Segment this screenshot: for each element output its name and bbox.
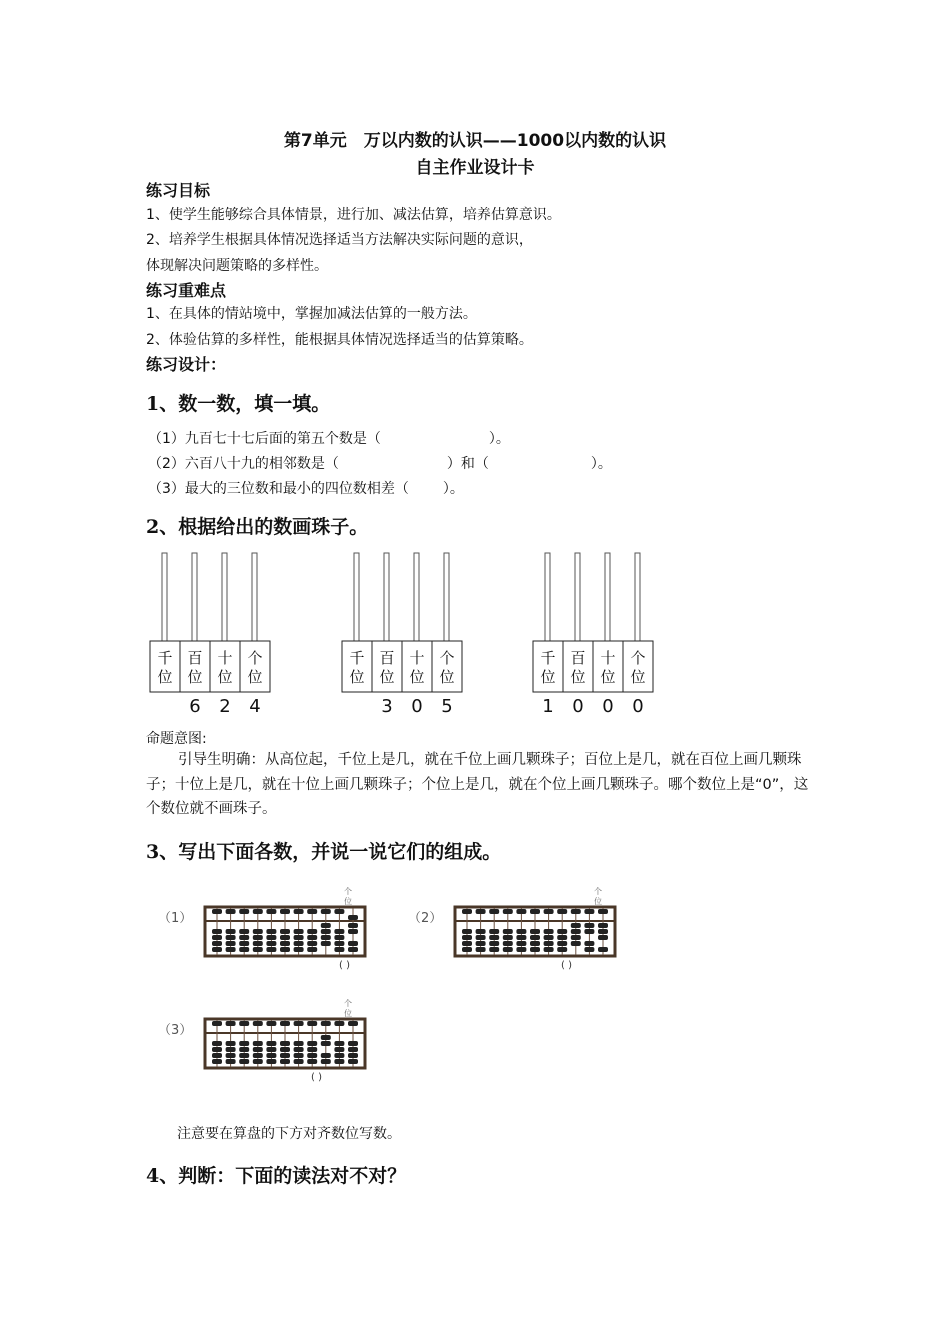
number-digit: 5 <box>441 696 453 717</box>
page-subtitle: 自主作业设计卡 <box>415 158 535 178</box>
abacus-bead <box>334 1059 344 1064</box>
abacus-bead <box>598 929 608 934</box>
abacus-bead <box>226 935 236 940</box>
place-label-thousands: 千 <box>540 649 556 667</box>
abacus-bead <box>307 909 317 914</box>
abacus-3 <box>203 997 373 1087</box>
abacus-bead <box>226 941 236 946</box>
intent-text: 引导生明确：从高位起，千位上是几，就在千位上画几颗珠子；百位上是几，就在百位上画几颗珠子；十位上是几，就在十位上画几颗珠子；个位上是几，就在个位上画几颗珠子。哪个数位上是“0”，这个数位就不画珠子。 <box>146 752 809 817</box>
rod-thousands <box>354 553 359 643</box>
ones-label: 个 <box>594 887 602 896</box>
svg-text:位: 位 <box>344 897 352 906</box>
abacus-bead <box>266 941 276 946</box>
abacus-bead <box>334 935 344 940</box>
abacus-bead <box>516 947 526 952</box>
abacus-bead <box>280 1053 290 1058</box>
abacus-bead <box>348 1059 358 1064</box>
abacus-bead <box>334 909 344 914</box>
goal-item-3: 体现解决问题策略的多样性。 <box>146 258 328 274</box>
abacus-bead <box>212 947 222 952</box>
answer-blank: ( ) <box>561 960 572 971</box>
svg-text:位: 位 <box>379 668 395 686</box>
rod-hundreds <box>192 553 197 643</box>
place-label-hundreds: 百 <box>379 649 395 667</box>
abacus-bead <box>489 935 499 940</box>
abacus-bead <box>253 1041 263 1046</box>
rod-hundreds <box>575 553 580 643</box>
abacus-bead <box>334 1053 344 1058</box>
abacus-bead <box>280 909 290 914</box>
abacus-bead <box>489 941 499 946</box>
abacus-1 <box>203 885 373 975</box>
abacus-bead <box>476 935 486 940</box>
abacus-bead <box>307 1047 317 1052</box>
q3-note: 注意要在算盘的下方对齐数位写数。 <box>177 1126 401 1142</box>
q4-title: 4、判断：下面的读法对不对？ <box>146 1165 407 1187</box>
abacus-bead <box>321 1053 331 1058</box>
abacus-bead <box>530 929 540 934</box>
abacus-bead <box>266 909 276 914</box>
abacus-bead <box>598 947 608 952</box>
abacus-bead <box>489 929 499 934</box>
abacus-bead <box>307 941 317 946</box>
number-digit: 6 <box>189 696 201 717</box>
abacus-bead <box>294 947 304 952</box>
svg-text:位: 位 <box>540 668 556 686</box>
abacus-bead <box>321 929 331 934</box>
abacus-bead <box>280 929 290 934</box>
abacus-bead <box>489 947 499 952</box>
svg-text:位: 位 <box>409 668 425 686</box>
rod-hundreds <box>384 553 389 643</box>
ones-label: 个 <box>344 887 352 896</box>
abacus-bead <box>348 1041 358 1046</box>
number-digit: 0 <box>632 696 644 717</box>
q1-item-2: （2）六百八十九的相邻数是（ ）和（ ）。 <box>148 456 612 472</box>
abacus-bead <box>239 909 249 914</box>
abacus-bead <box>348 1053 358 1058</box>
abacus-bead <box>348 923 358 928</box>
abacus-bead <box>348 947 358 952</box>
number-digit: 2 <box>219 696 231 717</box>
abacus-bead <box>307 1059 317 1064</box>
svg-text:位: 位 <box>344 1009 352 1018</box>
abacus-bead <box>321 941 331 946</box>
abacus-bead <box>462 947 472 952</box>
abacus-bead <box>253 941 263 946</box>
rod-tens <box>605 553 610 643</box>
abacus-bead <box>321 1035 331 1040</box>
place-label-ones: 个 <box>630 649 646 667</box>
abacus-bead <box>294 1021 304 1026</box>
abacus-bead <box>280 1059 290 1064</box>
abacus-bead <box>239 1059 249 1064</box>
abacus-bead <box>516 941 526 946</box>
abacus-bead <box>530 909 540 914</box>
abacus-bead <box>239 1041 249 1046</box>
counter-diagram-3 <box>531 550 655 720</box>
abacus-bead <box>334 947 344 952</box>
abacus-bead <box>489 909 499 914</box>
abacus-bead <box>530 947 540 952</box>
abacus-bead <box>294 935 304 940</box>
abacus-bead <box>571 935 581 940</box>
number-digit: 0 <box>602 696 614 717</box>
abacus-bead <box>266 947 276 952</box>
rod-ones <box>444 553 449 643</box>
page-title: 第7单元 万以内数的认识——1000以内数的认识 <box>283 131 667 151</box>
abacus-bead <box>253 1059 263 1064</box>
abacus-bead <box>226 1059 236 1064</box>
place-label-hundreds: 百 <box>570 649 586 667</box>
abacus-bead <box>280 1021 290 1026</box>
abacus-bead <box>239 947 249 952</box>
abacus-bead <box>348 929 358 934</box>
abacus-bead <box>226 909 236 914</box>
abacus-bead <box>348 941 358 946</box>
abacus-bead <box>294 1059 304 1064</box>
q1-title: 1、数一数，填一填。 <box>146 393 331 415</box>
abacus-bead <box>321 1059 331 1064</box>
abacus-bead <box>266 1059 276 1064</box>
abacus-bead <box>321 1021 331 1026</box>
abacus-bead <box>307 1021 317 1026</box>
abacus-bead <box>557 909 567 914</box>
rod-thousands <box>545 553 550 643</box>
abacus-label-1: （1） <box>158 911 193 926</box>
abacus-bead <box>584 947 594 952</box>
abacus-bead <box>239 1021 249 1026</box>
abacus-bead <box>503 929 513 934</box>
abacus-bead <box>557 935 567 940</box>
abacus-bead <box>544 929 554 934</box>
abacus-bead <box>476 929 486 934</box>
abacus-bead <box>253 929 263 934</box>
abacus-bead <box>212 1041 222 1046</box>
number-digit: 3 <box>381 696 393 717</box>
abacus-bead <box>266 1041 276 1046</box>
svg-text:位: 位 <box>439 668 455 686</box>
abacus-bead <box>571 923 581 928</box>
abacus-bead <box>294 1047 304 1052</box>
key-point-2: 2、体验估算的多样性，能根据具体情况选择适当的估算策略。 <box>146 332 533 348</box>
intent-label: 命题意图: <box>146 731 207 747</box>
abacus-bead <box>334 1047 344 1052</box>
abacus-bead <box>239 935 249 940</box>
abacus-bead <box>503 935 513 940</box>
svg-text:位: 位 <box>594 897 602 906</box>
abacus-bead <box>516 909 526 914</box>
abacus-bead <box>239 1047 249 1052</box>
key-point-1: 1、在具体的情站境中，掌握加减法估算的一般方法。 <box>146 306 477 322</box>
number-digit: 4 <box>249 696 261 717</box>
abacus-label-3: （3） <box>158 1023 193 1038</box>
abacus-bead <box>239 941 249 946</box>
abacus-bead <box>239 929 249 934</box>
abacus-bead <box>212 1021 222 1026</box>
abacus-bead <box>516 935 526 940</box>
abacus-bead <box>544 935 554 940</box>
abacus-bead <box>212 935 222 940</box>
abacus-bead <box>321 935 331 940</box>
abacus-bead <box>476 941 486 946</box>
rod-tens <box>222 553 227 643</box>
abacus-2 <box>453 885 623 975</box>
abacus-bead <box>516 929 526 934</box>
q3-title: 3、写出下面各数，并说一说它们的组成。 <box>146 841 502 863</box>
abacus-bead <box>530 941 540 946</box>
abacus-bead <box>226 929 236 934</box>
number-digit: 0 <box>411 696 423 717</box>
abacus-bead <box>571 909 581 914</box>
abacus-bead <box>348 1047 358 1052</box>
abacus-bead <box>321 923 331 928</box>
abacus-bead <box>307 929 317 934</box>
svg-text:位: 位 <box>570 668 586 686</box>
svg-text:位: 位 <box>630 668 646 686</box>
abacus-bead <box>476 947 486 952</box>
place-label-tens: 十 <box>600 649 616 667</box>
number-digit: 0 <box>572 696 584 717</box>
abacus-bead <box>598 909 608 914</box>
svg-text:位: 位 <box>157 668 173 686</box>
abacus-bead <box>462 935 472 940</box>
abacus-bead <box>584 941 594 946</box>
answer-blank: ( ) <box>339 960 350 971</box>
rod-thousands <box>162 553 167 643</box>
abacus-bead <box>503 909 513 914</box>
abacus-bead <box>226 1041 236 1046</box>
place-label-ones: 个 <box>439 649 455 667</box>
abacus-bead <box>584 923 594 928</box>
abacus-bead <box>253 1053 263 1058</box>
abacus-bead <box>266 1047 276 1052</box>
abacus-bead <box>212 1047 222 1052</box>
place-label-thousands: 千 <box>157 649 173 667</box>
goal-item-1: 1、使学生能够综合具体情景，进行加、减法估算，培养估算意识。 <box>146 207 561 223</box>
abacus-bead <box>253 935 263 940</box>
abacus-bead <box>348 1021 358 1026</box>
rod-tens <box>414 553 419 643</box>
abacus-bead <box>584 929 594 934</box>
abacus-bead <box>307 947 317 952</box>
abacus-bead <box>253 909 263 914</box>
abacus-bead <box>253 947 263 952</box>
abacus-bead <box>266 1021 276 1026</box>
abacus-bead <box>557 947 567 952</box>
rod-ones <box>635 553 640 643</box>
abacus-bead <box>544 941 554 946</box>
abacus-bead <box>571 941 581 946</box>
abacus-bead <box>321 909 331 914</box>
q2-title: 2、根据给出的数画珠子。 <box>146 516 369 538</box>
abacus-bead <box>598 935 608 940</box>
ones-label: 个 <box>344 999 352 1008</box>
abacus-bead <box>212 1053 222 1058</box>
abacus-bead <box>348 915 358 920</box>
abacus-bead <box>212 909 222 914</box>
abacus-bead <box>294 1041 304 1046</box>
abacus-bead <box>266 1053 276 1058</box>
place-label-tens: 十 <box>409 649 425 667</box>
counter-diagram-2 <box>340 550 464 720</box>
abacus-bead <box>503 947 513 952</box>
place-label-hundreds: 百 <box>187 649 203 667</box>
abacus-bead <box>280 941 290 946</box>
goal-item-2: 2、培养学生根据具体情况选择适当方法解决实际问题的意识， <box>146 232 533 248</box>
abacus-bead <box>280 935 290 940</box>
abacus-bead <box>294 909 304 914</box>
design-heading: 练习设计： <box>146 355 227 374</box>
abacus-bead <box>294 929 304 934</box>
abacus-bead <box>334 941 344 946</box>
abacus-bead <box>294 941 304 946</box>
svg-text:位: 位 <box>600 668 616 686</box>
abacus-bead <box>253 1021 263 1026</box>
abacus-bead <box>544 947 554 952</box>
abacus-bead <box>280 947 290 952</box>
place-label-ones: 个 <box>247 649 263 667</box>
place-label-thousands: 千 <box>349 649 365 667</box>
abacus-bead <box>226 1053 236 1058</box>
abacus-bead <box>294 1053 304 1058</box>
abacus-bead <box>307 1041 317 1046</box>
abacus-bead <box>544 909 554 914</box>
abacus-bead <box>557 929 567 934</box>
q1-item-3: （3）最大的三位数和最小的四位数相差（ ）。 <box>148 481 464 497</box>
abacus-bead <box>321 1041 331 1046</box>
abacus-bead <box>462 929 472 934</box>
abacus-bead <box>334 929 344 934</box>
abacus-bead <box>503 941 513 946</box>
abacus-bead <box>266 935 276 940</box>
abacus-bead <box>584 909 594 914</box>
abacus-bead <box>530 935 540 940</box>
abacus-bead <box>307 1053 317 1058</box>
place-label-tens: 十 <box>217 649 233 667</box>
abacus-bead <box>212 941 222 946</box>
abacus-bead <box>253 1047 263 1052</box>
abacus-bead <box>212 1059 222 1064</box>
key-points-heading: 练习重难点 <box>146 281 227 300</box>
abacus-bead <box>307 935 317 940</box>
number-digit: 1 <box>542 696 554 717</box>
abacus-bead <box>239 1053 249 1058</box>
abacus-bead <box>280 1041 290 1046</box>
svg-text:位: 位 <box>349 668 365 686</box>
rod-ones <box>252 553 257 643</box>
abacus-bead <box>557 941 567 946</box>
abacus-bead <box>226 1047 236 1052</box>
svg-text:位: 位 <box>247 668 263 686</box>
abacus-bead <box>462 909 472 914</box>
abacus-label-2: （2） <box>408 911 443 926</box>
abacus-bead <box>266 929 276 934</box>
abacus-bead <box>226 1021 236 1026</box>
abacus-bead <box>280 1047 290 1052</box>
abacus-bead <box>462 941 472 946</box>
goals-heading: 练习目标 <box>146 181 211 200</box>
abacus-bead <box>212 929 222 934</box>
svg-text:位: 位 <box>217 668 233 686</box>
abacus-bead <box>476 909 486 914</box>
abacus-bead <box>571 929 581 934</box>
abacus-bead <box>598 923 608 928</box>
counter-diagram-1 <box>148 550 272 720</box>
q1-item-1: （1）九百七十七后面的第五个数是（ ）。 <box>148 431 510 447</box>
svg-text:位: 位 <box>187 668 203 686</box>
abacus-bead <box>334 1041 344 1046</box>
answer-blank: ( ) <box>311 1072 322 1083</box>
abacus-bead <box>226 947 236 952</box>
abacus-bead <box>334 1021 344 1026</box>
